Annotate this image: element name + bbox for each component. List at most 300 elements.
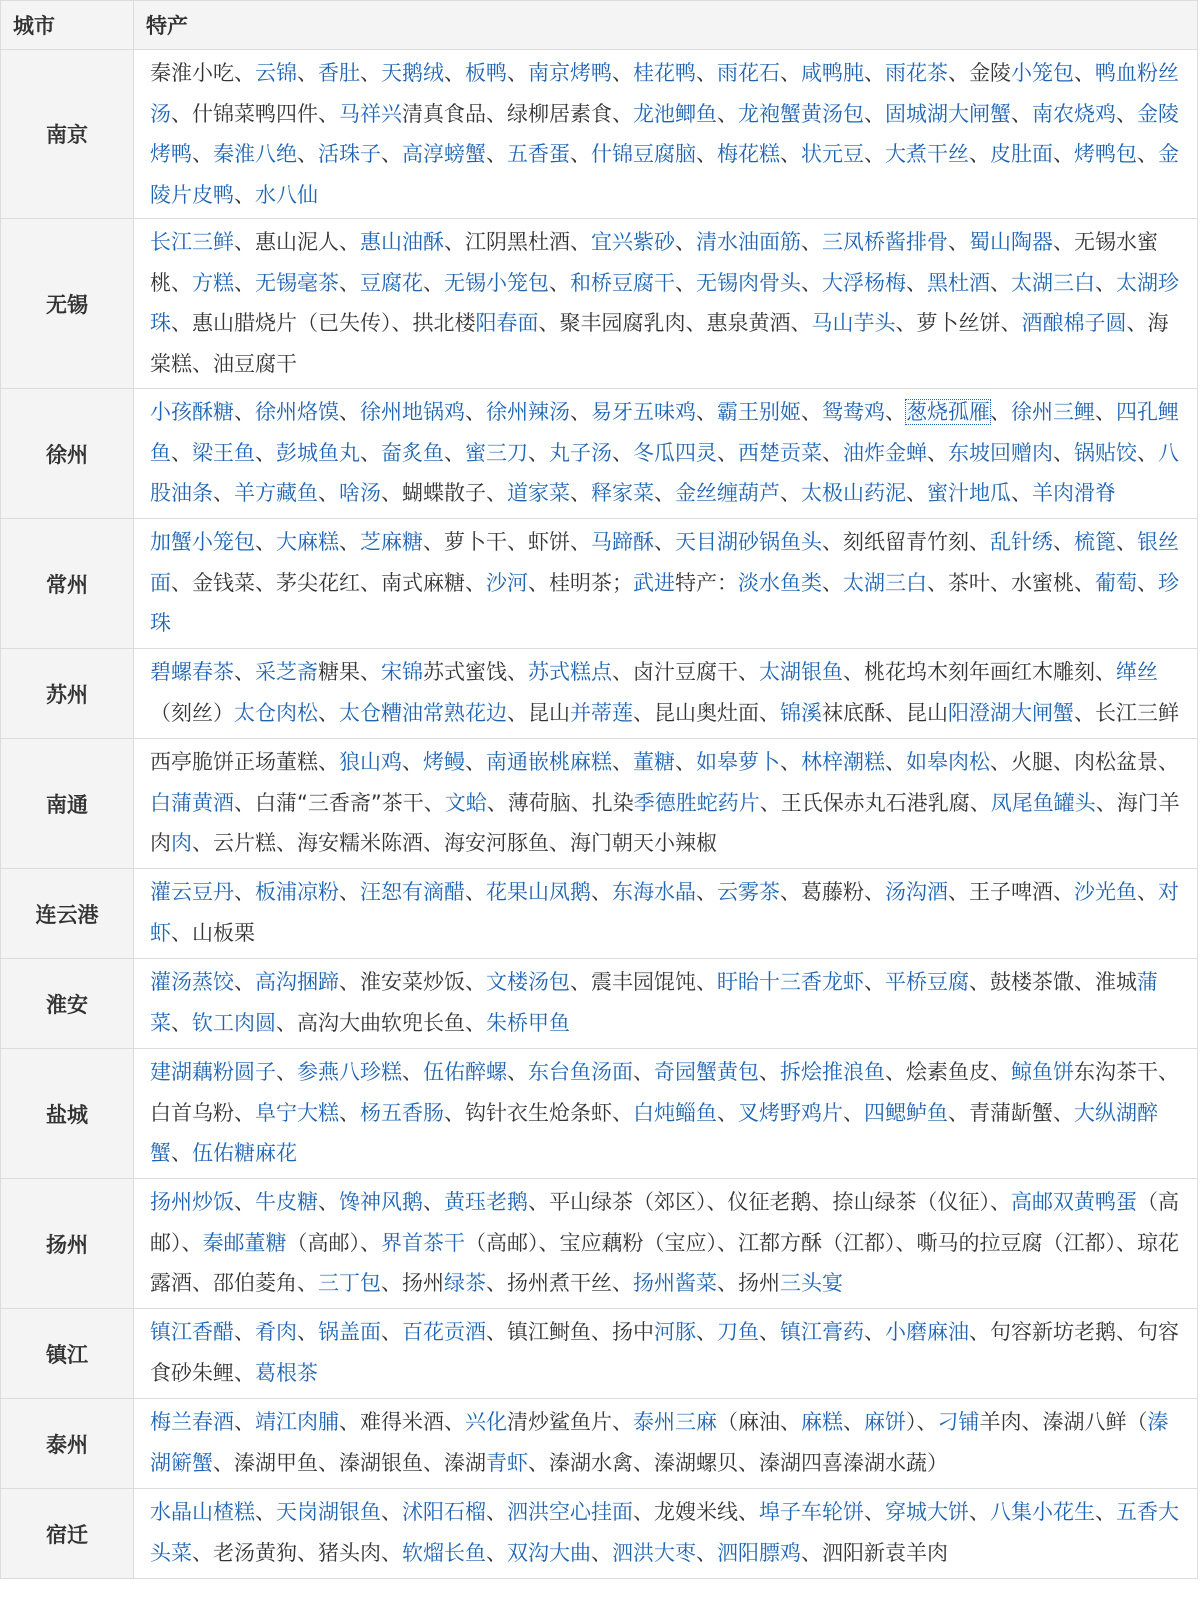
specialty-link[interactable]: 徐州烙馍 (255, 400, 339, 424)
specialty-text: 、 (1011, 101, 1032, 126)
specialty-link[interactable]: 板鸭 (465, 61, 507, 85)
specialty-link[interactable]: 太湖银鱼 (759, 660, 843, 684)
specialty-link[interactable]: 葛根茶 (255, 1360, 318, 1385)
specialty-text: 、 (675, 750, 696, 774)
specialty-link[interactable]: 黄珏老鹅 (444, 1190, 528, 1214)
specialty-link[interactable]: 锅贴饺 (1074, 440, 1137, 465)
specialty-link[interactable]: 对虾 (150, 880, 1179, 945)
specialty-link[interactable]: 咸鸭肫 (801, 61, 864, 85)
specialty-text: 、 (906, 481, 927, 505)
specialty-text: 、 (801, 400, 822, 424)
specialty-link[interactable]: 释家菜 (591, 481, 654, 505)
specialty-text: 、 (1095, 400, 1116, 424)
specialty-text: 、 (423, 1190, 444, 1214)
specialty-text: 、葛藤粉、 (780, 880, 885, 904)
specialty-cell (134, 959, 1198, 1049)
specialty-cell (134, 1489, 1198, 1579)
specialty-link[interactable]: 高沟捆蹄 (255, 970, 339, 994)
specialty-text: 、 (234, 182, 255, 207)
specialty-link[interactable]: 麻饼 (864, 1410, 906, 1434)
specialty-text: 、 (759, 1320, 780, 1344)
specialty-text: 、 (381, 142, 402, 166)
specialty-link[interactable]: 梳篦 (1074, 530, 1116, 554)
specialty-link[interactable]: 阜宁大糕 (255, 1100, 339, 1125)
specialty-link[interactable]: 无锡小笼包 (444, 270, 549, 295)
specialty-text: 、 (192, 142, 213, 166)
specialty-link[interactable]: 三丁包 (318, 1271, 381, 1295)
specialty-link[interactable]: 梅兰春酒 (150, 1410, 234, 1434)
specialty-link[interactable]: 小磨麻油 (885, 1320, 969, 1344)
specialty-link[interactable]: 三头宴 (780, 1271, 843, 1295)
specialty-text: 、 (381, 1320, 402, 1344)
specialty-link[interactable]: 天鹅绒 (381, 61, 444, 85)
specialty-cell (134, 1049, 1198, 1179)
specialty-link[interactable]: 如皋肉松 (906, 750, 990, 774)
specialty-text: 、 (822, 440, 843, 465)
specialty-text: 、 (444, 440, 465, 465)
specialty-link[interactable]: 豆腐花 (360, 270, 423, 295)
specialty-text: 、惠山腊烧片（已失传）、拱北楼 (171, 311, 476, 335)
specialty-link[interactable]: 羊肉滑脊 (1032, 481, 1116, 505)
table-row (1, 219, 1198, 389)
specialty-link[interactable]: 锦溪 (780, 700, 822, 725)
specialty-text: 、 (801, 270, 822, 295)
specialty-link[interactable]: 三凤桥酱排骨 (822, 230, 948, 254)
specialty-text: 、 (255, 440, 276, 465)
specialty-text: （刻丝） (150, 700, 234, 725)
specialty-link[interactable]: 高淳螃蟹 (402, 142, 486, 166)
specialty-link[interactable]: 武进 (633, 570, 675, 595)
specialty-text: 、 (381, 1500, 402, 1524)
specialty-link[interactable]: 马蹄酥 (591, 530, 654, 554)
specialty-text: 特产： (675, 570, 738, 595)
specialty-link[interactable]: 河豚 (654, 1320, 696, 1344)
city-cell: 淮安 (1, 959, 134, 1049)
specialty-text: 、 (339, 400, 360, 424)
specialty-text: 、卤汁豆腐干、 (612, 660, 759, 684)
specialty-link[interactable]: 白炖鲻鱼 (633, 1100, 717, 1125)
specialty-text: 东沟茶干、白首乌粉、 (150, 1060, 1179, 1125)
table-row (1, 739, 1198, 869)
specialty-link[interactable]: 丸子汤 (549, 440, 612, 465)
specialty-link[interactable]: 淡水鱼类 (738, 570, 822, 595)
specialty-link[interactable]: 太仓糟油常熟花边 (339, 700, 507, 725)
specialty-link[interactable]: 无锡肉骨头 (696, 270, 801, 295)
specialty-link[interactable]: 四鳃鲈鱼 (864, 1100, 948, 1125)
specialty-text: 、 (570, 142, 591, 166)
specialty-text: 、 (633, 1060, 654, 1084)
specialty-text: 、 (717, 101, 738, 126)
specialty-link[interactable]: 白蒲黄酒 (150, 790, 234, 815)
specialty-link[interactable]: 拆烩推浪鱼 (780, 1060, 885, 1084)
specialty-link[interactable]: 阳澄湖大闸蟹 (948, 700, 1074, 725)
specialty-link[interactable]: 五香蛋 (507, 142, 570, 166)
specialty-link[interactable]: 盱眙十三香龙虾 (717, 970, 864, 994)
city-cell: 镇江 (1, 1309, 134, 1399)
specialty-text: 、 (1053, 530, 1074, 554)
specialty-link[interactable]: 苏式糕点 (528, 660, 612, 684)
specialty-link[interactable]: 沙光鱼 (1074, 880, 1137, 904)
specialty-text: 、 (717, 440, 738, 465)
specialty-text: 、 (675, 230, 696, 254)
specialty-link[interactable]: 小笼包 (1011, 61, 1074, 85)
specialty-link[interactable]: 芝麻糖 (360, 530, 423, 554)
specialty-link[interactable]: 泗洪空心挂面 (507, 1500, 633, 1524)
specialty-text: 、 (1074, 61, 1095, 85)
specialty-text: 、 (1053, 142, 1074, 166)
specialty-text: 、 (1053, 440, 1074, 465)
specialty-link[interactable]: 东海水晶 (612, 880, 696, 904)
specialty-text: 、 (654, 481, 675, 505)
specialty-text: 、山板栗 (171, 920, 255, 945)
specialty-link[interactable]: 肴肉 (255, 1320, 297, 1344)
specialty-link[interactable]: 扬州酱菜 (633, 1271, 717, 1295)
specialty-link[interactable]: 大麻糕 (276, 530, 339, 554)
specialty-text: 、 (1137, 440, 1158, 465)
specialty-link[interactable]: 徐州三鲤 (1011, 400, 1095, 424)
specialty-link[interactable]: 梁王鱼 (192, 440, 255, 465)
specialty-link[interactable]: 啥汤 (339, 481, 381, 505)
specialty-link[interactable]: 刀鱼 (717, 1320, 759, 1344)
specialty-link[interactable]: 文蛤 (444, 790, 487, 815)
specialty-text: 、云片糕、海安糯米陈酒、海安河豚鱼、海门朝天小辣椒 (192, 831, 717, 855)
specialty-link[interactable]: 和桥豆腐干 (570, 270, 675, 295)
specialty-link[interactable]: 龙池鲫鱼 (633, 101, 717, 126)
specialty-text: （高邮）、 (286, 1230, 381, 1255)
specialty-link[interactable]: 固城湖大闸蟹 (885, 101, 1011, 126)
specialty-link[interactable]: 高邮双黄鸭蛋 (1011, 1190, 1137, 1214)
specialty-link[interactable]: 金陵片皮鸭 (150, 142, 1179, 207)
specialty-link[interactable]: 平桥豆腐 (885, 970, 969, 994)
specialty-text: 、 (885, 750, 906, 774)
specialty-link[interactable]: 太极山药泥 (801, 481, 906, 505)
specialty-link[interactable]: 泰州三麻 (633, 1410, 717, 1434)
specialty-text: 、 (696, 400, 717, 424)
specialty-text: （高邮）、 (150, 1190, 1179, 1255)
specialty-link[interactable]: 镇江香醋 (150, 1320, 234, 1344)
specialty-link[interactable]: 冬瓜四灵 (633, 440, 717, 465)
specialty-text: 、 (843, 1100, 864, 1125)
specialty-link[interactable]: 太湖三白 (843, 570, 927, 595)
specialty-link[interactable]: 宋锦 (381, 660, 423, 684)
specialty-link[interactable]: 刁铺 (937, 1410, 980, 1434)
specialty-link[interactable]: 阳春面 (475, 311, 539, 335)
specialty-text: 、刻纸留青竹刻、 (822, 530, 990, 554)
specialty-text: 、 (360, 61, 381, 85)
specialty-text: 、 (1137, 570, 1158, 595)
city-cell: 苏州 (1, 649, 134, 739)
specialty-link[interactable]: 雨花茶 (885, 61, 948, 85)
specialty-link[interactable]: 埠子车轮饼 (759, 1500, 864, 1524)
specialty-link[interactable]: 伍佑糖麻花 (192, 1141, 297, 1165)
specialty-link[interactable]: 葡萄 (1095, 570, 1137, 595)
specialty-link[interactable]: 油炸金蝉 (843, 440, 927, 465)
specialty-link[interactable]: 雨花石 (717, 61, 780, 85)
specialty-link[interactable]: 马山芋头 (811, 311, 896, 335)
specialty-link[interactable]: 烤鳗 (423, 750, 465, 774)
specialty-link[interactable]: 云锦 (255, 61, 297, 85)
specialty-link[interactable]: 奤炙鱼 (381, 440, 444, 465)
specialty-link[interactable]: 汤沟酒 (885, 880, 948, 904)
specialty-link[interactable]: 宜兴紫砂 (591, 230, 675, 254)
specialty-link[interactable]: 珍珠 (150, 570, 1179, 635)
specialty-link[interactable]: 董糖 (633, 750, 675, 774)
specialty-text: 、 (864, 970, 885, 994)
specialty-link[interactable]: 兴化 (465, 1410, 507, 1434)
specialty-link[interactable]: 羊方藏鱼 (234, 481, 318, 505)
specialty-text: 秦淮小吃、 (150, 61, 255, 85)
specialty-link[interactable]: 天岗湖银鱼 (276, 1500, 381, 1524)
specialty-link[interactable]: 林梓潮糕 (801, 750, 885, 774)
specialty-text: 、 (234, 660, 255, 684)
specialty-link[interactable]: 银丝面 (150, 530, 1179, 595)
specialty-link[interactable]: 碧螺春茶 (150, 660, 234, 684)
specialty-link[interactable]: 季德胜蛇药片 (633, 790, 760, 815)
specialty-link[interactable]: 双沟大曲 (507, 1540, 591, 1565)
table-row (1, 1489, 1198, 1579)
specialty-link[interactable]: 蒲菜 (150, 970, 1158, 1035)
specialty-link[interactable]: 镇江膏药 (780, 1320, 864, 1344)
specialty-link[interactable]: 天目湖砂锅鱼头 (675, 530, 822, 554)
specialty-link[interactable]: 蜀山陶器 (969, 230, 1053, 254)
specialty-link[interactable]: 锅盖面 (318, 1320, 381, 1344)
specialty-text: 、 (528, 440, 549, 465)
specialty-text: 、 (696, 142, 717, 166)
specialty-link[interactable]: 四孔鲤鱼 (150, 400, 1179, 465)
specialty-text: 、 (864, 1500, 885, 1524)
specialty-text: 、 (675, 270, 696, 295)
specialty-link[interactable]: 秦淮八绝 (213, 142, 297, 166)
specialty-text: 、难得米酒、 (339, 1410, 465, 1434)
specialty-link[interactable]: 杨五香肠 (360, 1100, 444, 1125)
specialty-text: 、 (864, 61, 885, 85)
specialty-text: 、 (717, 1100, 738, 1125)
specialty-link[interactable]: 长江三鲜 (150, 230, 234, 254)
specialty-link[interactable]: 钦工肉圆 (192, 1010, 276, 1035)
specialty-text: 、 (1116, 101, 1137, 126)
specialty-text: 、 (318, 700, 339, 725)
specialty-text: 、 (570, 400, 591, 424)
specialty-link[interactable]: 南京烤鸭 (528, 61, 612, 85)
specialty-text: 、火腿、肉松盆景、 (990, 750, 1179, 774)
city-cell: 连云港 (1, 869, 134, 959)
specialty-text: 、扬州煮干丝、 (486, 1271, 633, 1295)
specialty-link[interactable]: 活珠子 (318, 142, 381, 166)
specialty-text: 、 (486, 1500, 507, 1524)
specialty-link[interactable]: 秦邮董糖 (202, 1230, 287, 1255)
specialty-link[interactable]: 狼山鸡 (339, 750, 402, 774)
specialty-link[interactable]: 汪恕有滴醋 (360, 880, 465, 904)
specialty-link[interactable]: 朱桥甲鱼 (486, 1010, 570, 1035)
specialty-link[interactable]: 彭城鱼丸 (276, 440, 360, 465)
specialty-link[interactable]: 软熘长鱼 (402, 1540, 486, 1565)
specialty-link[interactable]: 参燕八珍糕 (297, 1060, 402, 1084)
specialty-text: 、 (1095, 1500, 1116, 1524)
specialty-text: 、 (591, 880, 612, 904)
specialty-link[interactable]: 酒酿棉子圆 (1021, 311, 1127, 335)
specialty-link[interactable]: 香肚 (318, 61, 360, 85)
specialty-link[interactable]: 水晶山楂糕 (150, 1500, 255, 1524)
city-cell: 常州 (1, 519, 134, 649)
specialty-link[interactable]: 皮肚面 (990, 142, 1053, 166)
specialty-text: 、 (780, 142, 801, 166)
specialty-link[interactable]: 太湖珍珠 (150, 270, 1179, 335)
specialty-text: 、 (339, 530, 360, 554)
specialty-link[interactable]: 易牙五味鸡 (591, 400, 696, 424)
specialty-text: 、 (276, 1060, 297, 1084)
specialty-link[interactable]: 西楚贡菜 (738, 440, 822, 465)
specialty-link[interactable]: 大煮干丝 (885, 142, 969, 166)
specialty-link[interactable]: 沙河 (486, 570, 528, 595)
table-row (1, 1309, 1198, 1399)
specialty-text: 、 (801, 230, 822, 254)
specialty-link[interactable]: 花果山凤鹅 (486, 880, 591, 904)
specialty-text: 、海棠糕、油豆腐干 (150, 311, 1169, 376)
specialty-link[interactable]: 灌汤蒸饺 (150, 970, 234, 994)
table-row (1, 519, 1198, 649)
specialty-text: 、长江三鲜 (1074, 700, 1179, 725)
specialty-text: 、高沟大曲软兜长鱼、 (276, 1010, 486, 1035)
specialty-link[interactable]: 梅花糕 (717, 142, 780, 166)
specialty-link[interactable]: 金陵烤鸭 (150, 101, 1179, 166)
specialty-link[interactable]: 状元豆 (801, 142, 864, 166)
specialty-link[interactable]: 马祥兴 (339, 101, 402, 126)
specialty-link[interactable]: 水八仙 (255, 182, 318, 207)
specialty-link[interactable]: 方糕 (192, 270, 234, 295)
specialty-text: 、 (171, 440, 192, 465)
specialty-link[interactable]: 文楼汤包 (486, 970, 570, 994)
specialty-text: 、 (297, 61, 318, 85)
specialty-link[interactable]: 灌云豆丹 (150, 880, 234, 904)
specialty-link[interactable]: 伍佑醉螺 (423, 1060, 507, 1084)
specialty-link[interactable]: 鸭血粉丝汤 (150, 61, 1179, 126)
specialty-link[interactable]: 金丝缠葫芦 (675, 481, 780, 505)
specialty-link[interactable]: 扬州炒饭 (150, 1190, 234, 1214)
specialty-text: 、 (1116, 530, 1137, 554)
specialty-link[interactable]: 靖江肉脯 (255, 1410, 339, 1434)
specialty-link[interactable]: 无锡毫茶 (255, 270, 339, 295)
specialty-link[interactable]: 采芝斋 (255, 660, 318, 684)
specialty-link[interactable]: 南通嵌桃麻糕 (486, 750, 612, 774)
specialty-text: 、无锡水蜜桃、 (150, 230, 1158, 295)
specialty-link[interactable]: 蜜三刀 (465, 440, 528, 465)
specialty-text: 、 (171, 1141, 192, 1165)
specialty-link[interactable]: 什锦豆腐脑 (591, 142, 696, 166)
specialty-link[interactable]: 肉 (171, 831, 192, 855)
specialty-text: （麻油、 (717, 1410, 801, 1434)
city-cell: 泰州 (1, 1399, 134, 1489)
specialty-text: 、什锦菜鸭四件、 (171, 101, 339, 126)
specialty-link[interactable]: 徐州辣汤 (486, 400, 570, 424)
specialty-link[interactable]: 黑杜酒 (927, 270, 990, 295)
specialty-text: 、 (822, 570, 843, 595)
specialty-link[interactable]: 鸳鸯鸡 (822, 400, 885, 424)
specialty-link[interactable]: 东台鱼汤面 (528, 1060, 633, 1084)
specialty-link[interactable]: 乱针绣 (990, 530, 1053, 554)
specialty-link[interactable]: 五香大头菜 (150, 1500, 1179, 1565)
specialty-link[interactable]: 绿茶 (444, 1271, 486, 1295)
specialty-link[interactable]: 葱烧孤雁 (906, 400, 990, 424)
specialty-text: ）、 (906, 1410, 938, 1434)
specialty-link[interactable]: 烤鸭包 (1074, 142, 1137, 166)
specialty-link[interactable]: 加蟹小笼包 (150, 530, 255, 554)
specialty-text: 、 (969, 1500, 990, 1524)
specialty-link[interactable]: 穿城大饼 (885, 1500, 969, 1524)
specialty-link[interactable]: 缂丝 (1116, 660, 1158, 684)
specialty-link[interactable]: 南农烧鸡 (1032, 101, 1116, 126)
specialty-link[interactable]: 板浦凉粉 (255, 880, 339, 904)
specialty-link[interactable]: 道家菜 (507, 481, 570, 505)
specialty-link[interactable]: 百花贡酒 (402, 1320, 486, 1344)
specialty-text: 西亭脆饼正场董糕、 (150, 750, 339, 774)
specialty-link[interactable]: 大浮杨梅 (822, 270, 906, 295)
specialty-link[interactable]: 并蒂莲 (570, 700, 633, 725)
specialty-link[interactable]: 八股油条 (150, 440, 1179, 505)
specialty-text: 、 (696, 1540, 717, 1565)
specialty-text: 、 (864, 142, 885, 166)
specialty-text: 、 (948, 230, 969, 254)
specialty-link[interactable]: 太仓肉松 (234, 700, 318, 725)
specialty-text: 、平山绿茶（郊区）、仪征老鹅、捺山绿茶（仪征）、 (528, 1190, 1011, 1214)
specialty-link[interactable]: 惠山油酥 (360, 230, 444, 254)
specialty-text: 、桃花坞木刻年画红木雕刻、 (843, 660, 1116, 684)
specialty-link[interactable]: 叉烤野鸡片 (738, 1100, 843, 1125)
specialty-link[interactable]: 馋神风鹅 (339, 1190, 423, 1214)
specialty-link[interactable]: 如皋萝卜 (696, 750, 780, 774)
specialty-text: 、江阴黑杜酒、 (444, 230, 591, 254)
specialty-text: 、 (843, 1410, 864, 1434)
specialty-link[interactable]: 蜜汁地瓜 (927, 481, 1011, 505)
specialty-link[interactable]: 东坡回赠肉 (948, 440, 1053, 465)
specialty-link[interactable]: 八集小花生 (990, 1500, 1095, 1524)
specialty-text: 、 (507, 1060, 528, 1084)
specialty-text: 、 (927, 440, 948, 465)
specialty-link[interactable]: 牛皮糖 (255, 1190, 318, 1214)
specialty-text: 、王氏保赤丸石港乳腐、 (759, 790, 991, 815)
specialty-text: 、 (213, 481, 234, 505)
specialty-link[interactable]: 龙袍蟹黄汤包 (738, 101, 864, 126)
specialty-text: 、昆山奥灶面、 (633, 700, 780, 725)
specialty-text: 、萝卜干、虾饼、 (423, 530, 591, 554)
specialty-link[interactable]: 凤尾鱼罐头 (990, 790, 1096, 815)
specialty-text: 、 (612, 750, 633, 774)
specialty-link[interactable]: 鲸鱼饼 (1011, 1060, 1074, 1084)
specialty-text: 、王子啤酒、 (948, 880, 1074, 904)
specialty-link[interactable]: 云雾茶 (717, 880, 780, 904)
specialty-text: 、烩素鱼皮、 (885, 1060, 1011, 1084)
specialty-text: 、金钱菜、茅尖花红、南式麻糖、 (171, 570, 486, 595)
specialty-link[interactable]: 界首茶干 (381, 1230, 465, 1255)
specialty-link[interactable]: 青虾 (486, 1450, 528, 1475)
specialty-link[interactable]: 建湖藕粉圆子 (150, 1060, 276, 1084)
specialty-link[interactable]: 泗阳膘鸡 (717, 1540, 801, 1565)
specialty-link[interactable]: 沭阳石榴 (402, 1500, 486, 1524)
specialty-link[interactable]: 清水油面筋 (696, 230, 801, 254)
specialty-link[interactable]: 大纵湖醉蟹 (150, 1100, 1158, 1165)
specialty-link[interactable]: 桂花鸭 (633, 61, 696, 85)
specialty-link[interactable]: 太湖三白 (1011, 270, 1095, 295)
specialty-link[interactable]: 徐州地锅鸡 (360, 400, 465, 424)
specialty-link[interactable]: 泗洪大枣 (612, 1540, 696, 1565)
specialty-link[interactable]: 霸王别姬 (717, 400, 801, 424)
specialty-link[interactable]: 溱湖簖蟹 (150, 1410, 1169, 1475)
specialty-text: 、 (885, 400, 906, 424)
specialty-link[interactable]: 麻糕 (801, 1410, 843, 1434)
specialty-link[interactable]: 奇园蟹黄包 (654, 1060, 759, 1084)
specialty-cell (134, 1179, 1198, 1309)
table-row (1, 959, 1198, 1049)
specialty-link[interactable]: 小孩酥糖 (150, 400, 234, 424)
